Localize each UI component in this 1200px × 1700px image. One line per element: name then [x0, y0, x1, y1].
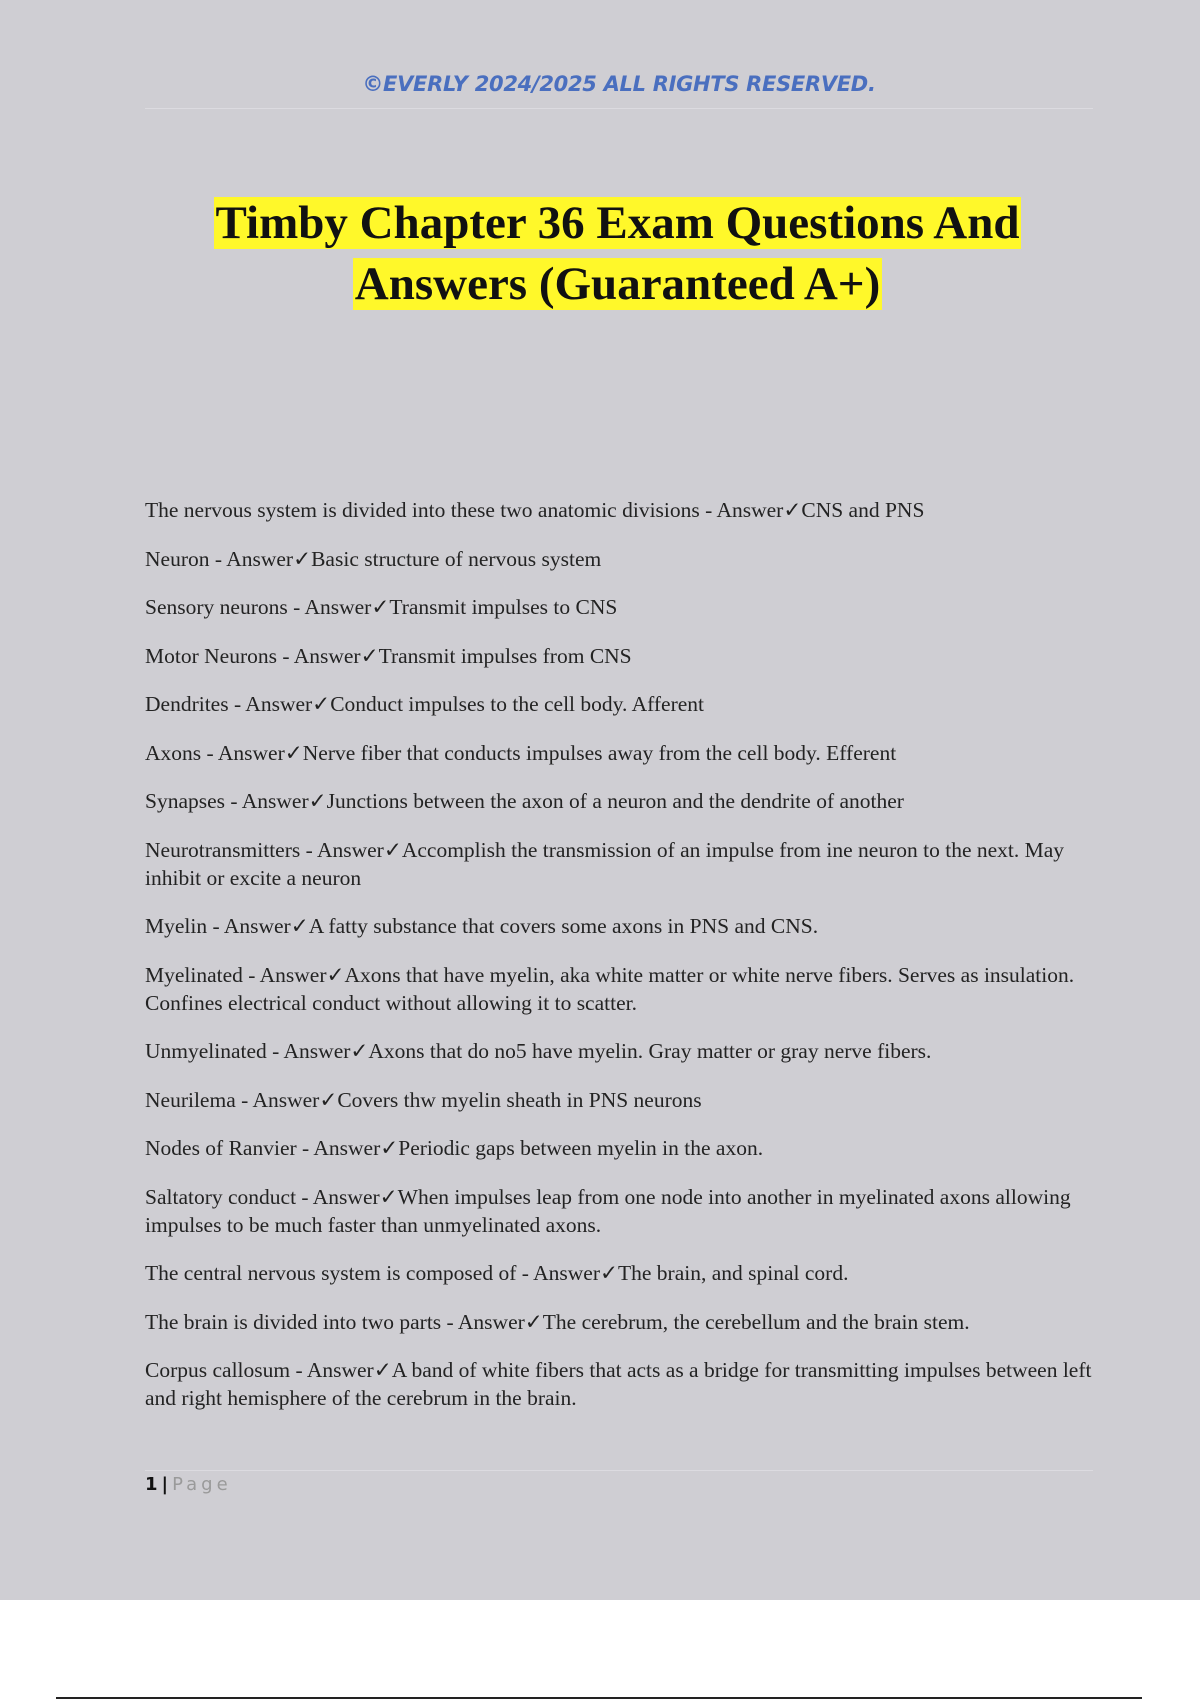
qa-item: Neurotransmitters - Answer✓Accomplish the transmission of an impulse from ine neuron to the next. May inhibit or excite a neuron: [145, 837, 1065, 890]
qa-item: Myelinated - Answer✓Axons that have myelin, aka white matter or white nerve fibers. Serves as insulation. Confines electrical conduct without allowing it to scatter.: [145, 962, 1075, 1015]
copyright-header: ©EVERLY 2024/2025 ALL RIGHTS RESERVED.: [362, 72, 876, 96]
page-separator: |: [161, 1474, 169, 1495]
page-label: Page: [172, 1474, 232, 1495]
bottom-divider: [56, 1697, 1142, 1699]
qa-item: The central nervous system is composed of - Answer✓The brain, and spinal cord.: [145, 1261, 849, 1285]
qa-item: Myelin - Answer✓A fatty substance that covers some axons in PNS and CNS.: [145, 914, 819, 938]
qa-item: Dendrites - Answer✓Conduct impulses to the cell body. Afferent: [145, 692, 704, 716]
qa-item: Axons - Answer✓Nerve fiber that conducts impulses away from the cell body. Efferent: [145, 740, 897, 765]
qa-item: Motor Neurons - Answer✓Transmit impulses from CNS: [145, 643, 632, 668]
qa-item: The nervous system is divided into these two anatomic divisions - Answer✓CNS and PNS: [145, 498, 925, 522]
qa-item: The brain is divided into two parts - Answer✓The cerebrum, the cerebellum and the brain stem.: [145, 1309, 970, 1334]
qa-item: Unmyelinated - Answer✓Axons that do no5 have myelin. Gray matter or gray nerve fibers.: [145, 1039, 932, 1063]
qa-item: Saltatory conduct - Answer✓When impulses leap from one node into another in myelinated axons allowing impulses to be much faster than unmyelinated axons.: [145, 1184, 1071, 1237]
qa-list: [145, 496, 1095, 1433]
title-line-1: Timby Chapter 36 Exam Questions And: [215, 197, 1020, 249]
page-number: 1: [145, 1474, 158, 1495]
qa-item: Neurilema - Answer✓Covers thw myelin sheath in PNS neurons: [145, 1087, 702, 1112]
title-line-2: Answers (Guaranteed A+): [354, 258, 881, 310]
qa-item: Nodes of Ranvier - Answer✓Periodic gaps between myelin in the axon.: [145, 1136, 764, 1160]
qa-item: Synapses - Answer✓Junctions between the axon of a neuron and the dendrite of another: [145, 789, 904, 813]
document-title: [120, 193, 1115, 315]
page-footer: [145, 1474, 232, 1495]
qa-item: Sensory neurons - Answer✓Transmit impulses to CNS: [145, 595, 618, 619]
footer-divider: [145, 1470, 1093, 1471]
qa-item: Corpus callosum - Answer✓A band of white fibers that acts as a bridge for transmitting impulses between left and right hemisphere of the cerebrum in the brain.: [145, 1358, 1092, 1410]
qa-item: Neuron - Answer✓Basic structure of nervous system: [145, 546, 602, 571]
header-divider: [145, 108, 1093, 109]
